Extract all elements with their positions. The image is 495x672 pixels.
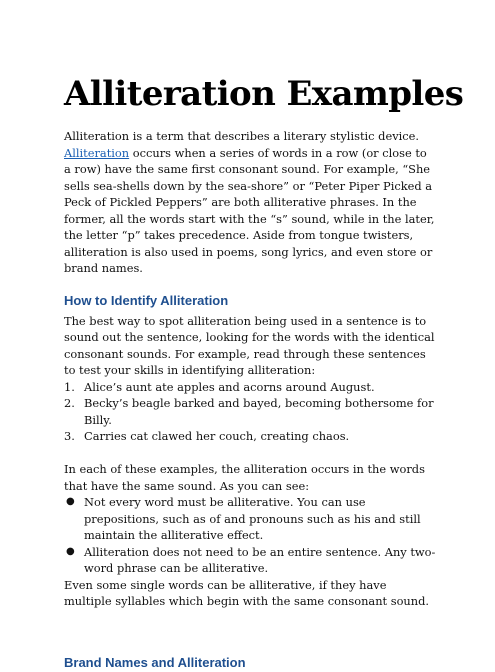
list-item <box>64 544 436 577</box>
list-item <box>64 395 436 428</box>
section-heading-identify: How to Identify Alliteration <box>64 292 229 308</box>
intro-paragraph <box>64 128 436 277</box>
list-number: 2. <box>64 396 75 410</box>
identify-paragraph: The best way to spot alliteration being used in a sentence is to sound out the sentence, looking for the words with the identical consonant sounds. For example, read through these sentences to test your skills in identifying alliteration: <box>64 313 435 377</box>
list-number: 3. <box>64 429 75 443</box>
section-heading-brand-names: Brand Names and Alliteration <box>64 654 246 670</box>
page-title: Alliteration Examples <box>64 74 464 114</box>
list-item <box>64 428 436 445</box>
bullet-icon: ● <box>66 545 75 557</box>
list-item-text: Not every word must be alliterative. You can use prepositions, such as of and pronouns such as his and still maintain the alliterative effect. <box>84 495 421 542</box>
alliteration-link[interactable]: Alliteration <box>64 145 130 160</box>
bullet-icon: ● <box>66 496 75 507</box>
list-item-text: Alice’s aunt ate apples and acorns around August. <box>84 379 375 394</box>
list-item <box>64 379 436 396</box>
list-number: 1. <box>64 379 75 394</box>
document-content <box>64 72 464 672</box>
followup-paragraph: In each of these examples, the alliteration occurs in the words that have the same sound. As you can see: <box>64 462 425 493</box>
list-item-text: Carries cat clawed her couch, creating chaos. <box>84 429 350 443</box>
list-item-text: Becky’s beagle barked and bayed, becoming bothersome for Billy. <box>84 396 434 427</box>
list-item-text: Alliteration does not need to be an entire sentence. Any two-word phrase can be alliterative. <box>84 544 436 575</box>
blank-line <box>64 445 436 462</box>
example-list <box>64 379 436 445</box>
intro-text-start: Alliteration is a term that describes a literary stylistic device. <box>64 129 420 143</box>
closing-paragraph: Even some single words can be alliterative, if they have multiple syllables which begin with the same consonant sound. <box>64 577 430 608</box>
bullet-list <box>64 494 436 577</box>
intro-text-end: occurs when a series of words in a row (or close to a row) have the same first consonant sound. For example, “She sells sea-shells down by the sea-shore” or “Peter Piper Picked a Peck of Pickled Peppers” are both alliterative phrases. In the former, all the words start with the “s” sound, while in the later, the letter “p” takes precedence. Aside from tongue twisters, alliteration is also used in poems, song lyrics, and even store or brand names. <box>64 145 435 275</box>
list-item <box>64 494 436 544</box>
